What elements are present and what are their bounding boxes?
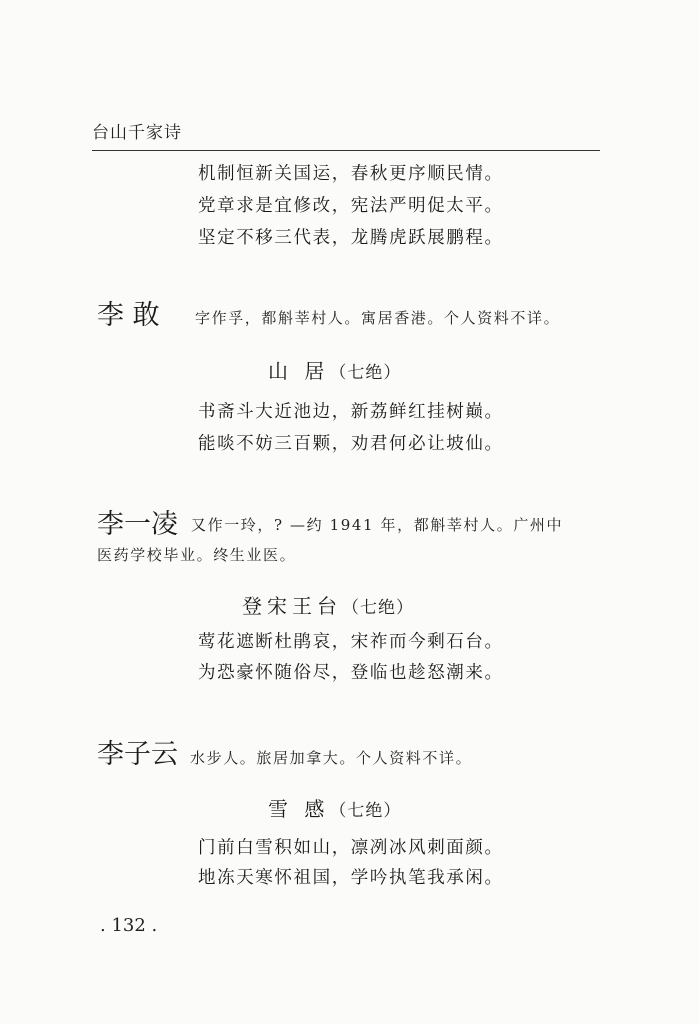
poem-form: （七绝） bbox=[329, 363, 402, 383]
running-header: 台山千家诗 bbox=[92, 123, 182, 143]
poet-bio: 又作一玲，? —约 1941 年，都斛莘村人。广州中 bbox=[191, 516, 564, 534]
poem-title bbox=[268, 355, 401, 384]
poem-title bbox=[268, 793, 401, 822]
poet-name: 李 敢 bbox=[97, 300, 160, 331]
poet-bio: 水步人。旅居加拿大。个人资料不详。 bbox=[190, 749, 473, 767]
poem-line: 机制恒新关国运，春秋更序顺民情。 bbox=[198, 164, 504, 184]
poet-name: 李子云 bbox=[97, 739, 178, 770]
poem-line: 书斋斗大近池边，新荔鲜红挂树巅。 bbox=[198, 402, 504, 422]
poet-bio: 字作孚，都斛莘村人。寓居香港。个人资料不详。 bbox=[195, 309, 561, 327]
poem-title-text: 登宋王台 bbox=[242, 594, 342, 618]
poet-name: 李一凌 bbox=[97, 509, 178, 540]
poem-form: （七绝） bbox=[329, 801, 402, 821]
poem-title bbox=[242, 590, 414, 619]
poet-bio: 医药学校毕业。终生业医。 bbox=[97, 546, 297, 564]
poem-title-text: 雪 感 bbox=[268, 797, 330, 821]
poem-line: 党章求是宜修改，宪法严明促太平。 bbox=[198, 196, 504, 216]
header-rule bbox=[92, 150, 600, 151]
poem-line: 坚定不移三代表，龙腾虎跃展鹏程。 bbox=[198, 228, 504, 248]
page-number: . 132 . bbox=[100, 915, 158, 936]
poem-line: 为恐豪怀随俗尽，登临也趁怒潮来。 bbox=[198, 663, 504, 683]
poem-title-text: 山 居 bbox=[268, 359, 330, 383]
poem-line: 能啖不妨三百颗，劝君何必让坡仙。 bbox=[198, 434, 504, 454]
poem-line: 莺花遮断杜鹃哀，宋祚而今剩石台。 bbox=[198, 632, 504, 652]
poem-line: 地冻天寒怀祖国，学吟执笔我承闲。 bbox=[198, 868, 504, 888]
poem-line: 门前白雪积如山，凛冽冰风刺面颜。 bbox=[198, 838, 504, 858]
poem-form: （七绝） bbox=[342, 598, 414, 618]
